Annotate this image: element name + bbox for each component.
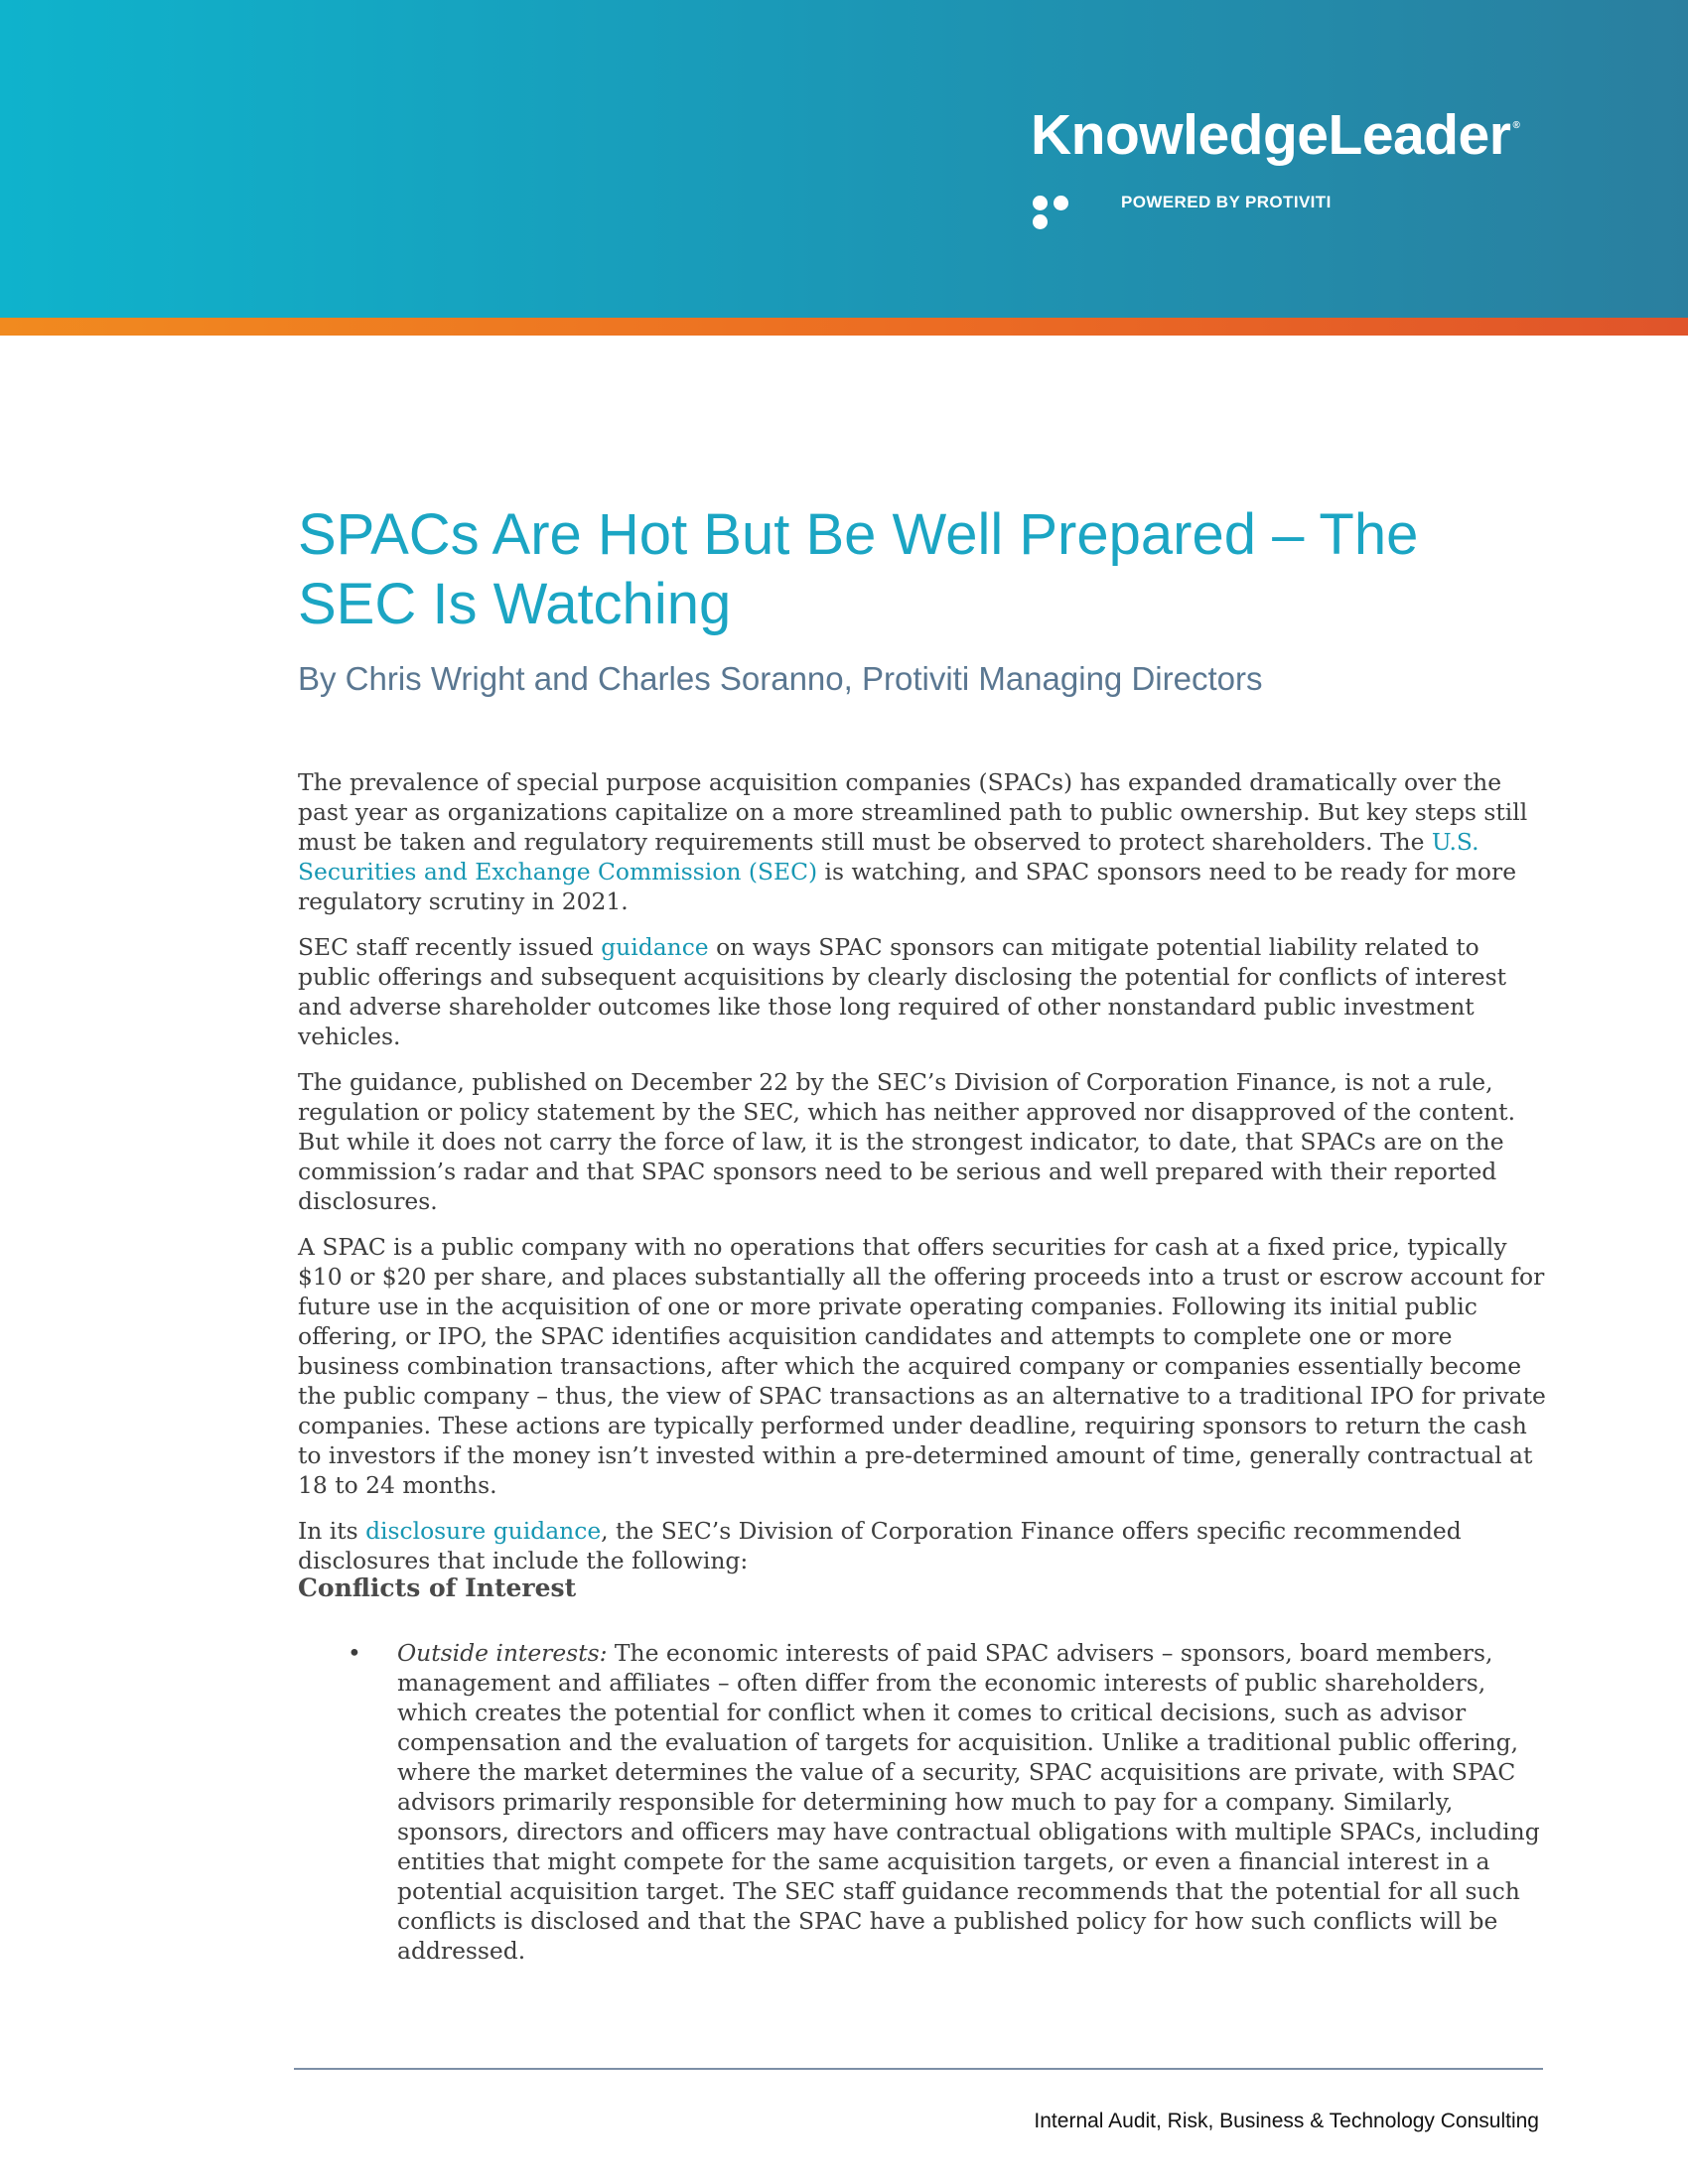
logo-dots-icon <box>1033 196 1094 211</box>
paragraph-text: SEC staff recently issued <box>298 933 602 961</box>
paragraph-intro <box>298 767 1549 916</box>
paragraph-guidance <box>298 932 1549 1051</box>
list-item <box>298 1638 1549 1966</box>
paragraph-text: The prevalence of special purpose acquisition companies (SPACs) has expanded dramatically over the past year as organizations capitalize on a more streamlined path to public ownership. But key steps still must be taken and regulatory requirements still must be observed to protect shareholders. The <box>298 768 1528 856</box>
accent-stripe <box>0 318 1688 336</box>
header-banner <box>0 0 1688 318</box>
section-heading-conflicts: Conflicts of Interest <box>298 1573 577 1602</box>
footer-text: Internal Audit, Risk, Business & Technology Consulting <box>1034 2110 1539 2132</box>
footer-divider <box>294 2068 1543 2070</box>
paragraph-disclosure <box>298 1516 1549 1575</box>
disclosure-guidance-link[interactable]: disclosure guidance <box>365 1517 602 1545</box>
registered-mark: ® <box>1512 120 1520 131</box>
paragraph-text: is watching, and SPAC sponsors need to be ready for more regulatory scrutiny in 2021. <box>298 858 1517 915</box>
bullet-text: The economic interests of paid SPAC advisers – sponsors, board members, management and affiliates – often differ from the economic interests of public shareholders, which creates the potential for conflict when it comes to critical decisions, such as advisor compensation and the evaluation of targets for acquisition. Unlike a traditional public offering, where the market determines the value of a security, SPAC acquisitions are private, with SPAC advisors primarily responsible for determining how much to pay for a company. Similarly, sponsors, directors and officers may have contractual obligations with multiple SPACs, including entities that might compete for the same acquisition targets, or even a financial interest in a potential acquisition target. The SEC staff guidance recommends that the potential for all such conflicts is disclosed and that the SPAC have a published policy for how such conflicts will be addressed. <box>397 1639 1540 1965</box>
guidance-link[interactable]: guidance <box>601 933 709 961</box>
logo-text: KnowledgeLeader <box>1031 103 1511 167</box>
logo-tagline: POWERED BY PROTIVITI <box>1121 193 1332 211</box>
article-byline: By Chris Wright and Charles Soranno, Protiviti Managing Directors <box>298 660 1263 697</box>
paragraph-publication: The guidance, published on December 22 by the SEC’s Division of Corporation Finance, is not a rule, regulation or policy statement by the SEC, which has neither approved nor disapproved of the content. But while it does not carry the force of law, it is the strongest indicator, to date, that SPACs are on the commission’s radar and that SPAC sponsors need to be serious and well prepared with their reported disclosures. <box>298 1068 1516 1215</box>
knowledgeleader-logo[interactable] <box>1031 103 1520 167</box>
bullet-term: Outside interests: <box>397 1639 608 1667</box>
article-body <box>298 767 1549 1591</box>
paragraph-text: , the SEC’s Division of Corporation Finance offers specific recommended disclosures that include the following: <box>298 1517 1462 1574</box>
paragraph-text: In its <box>298 1517 366 1545</box>
paragraph-text: on ways SPAC sponsors can mitigate potential liability related to public offerings and subsequent acquisitions by clearly disclosing the potential for conflicts of interest and adverse shareholder outcomes like those long required of other nonstandard public investment vehicles. <box>298 933 1507 1050</box>
sec-link[interactable]: U.S. Securities and Exchange Commission (SEC) <box>298 828 1479 886</box>
conflicts-list <box>298 1638 1549 1966</box>
bullet-icon: • <box>348 1639 361 1667</box>
article-title: SPACs Are Hot But Be Well Prepared – The SEC Is Watching <box>298 502 1419 636</box>
paragraph-spac-definition: A SPAC is a public company with no operations that offers securities for cash at a fixed price, typically $10 or $20 per share, and places substantially all the offering proceeds into a trust or escrow account for future use in the acquisition of one or more private operating companies. Following its initial public offering, or IPO, the SPAC identifies acquisition candidates and attempts to complete one or more business combination transactions, after which the acquired company or companies essentially become the public company – thus, the view of SPAC transactions as an alternative to a traditional IPO for private companies. These actions are typically performed under deadline, requiring sponsors to return the cash to investors if the money isn’t invested within a pre-determined amount of time, generally contractual at 18 to 24 months. <box>298 1233 1546 1499</box>
